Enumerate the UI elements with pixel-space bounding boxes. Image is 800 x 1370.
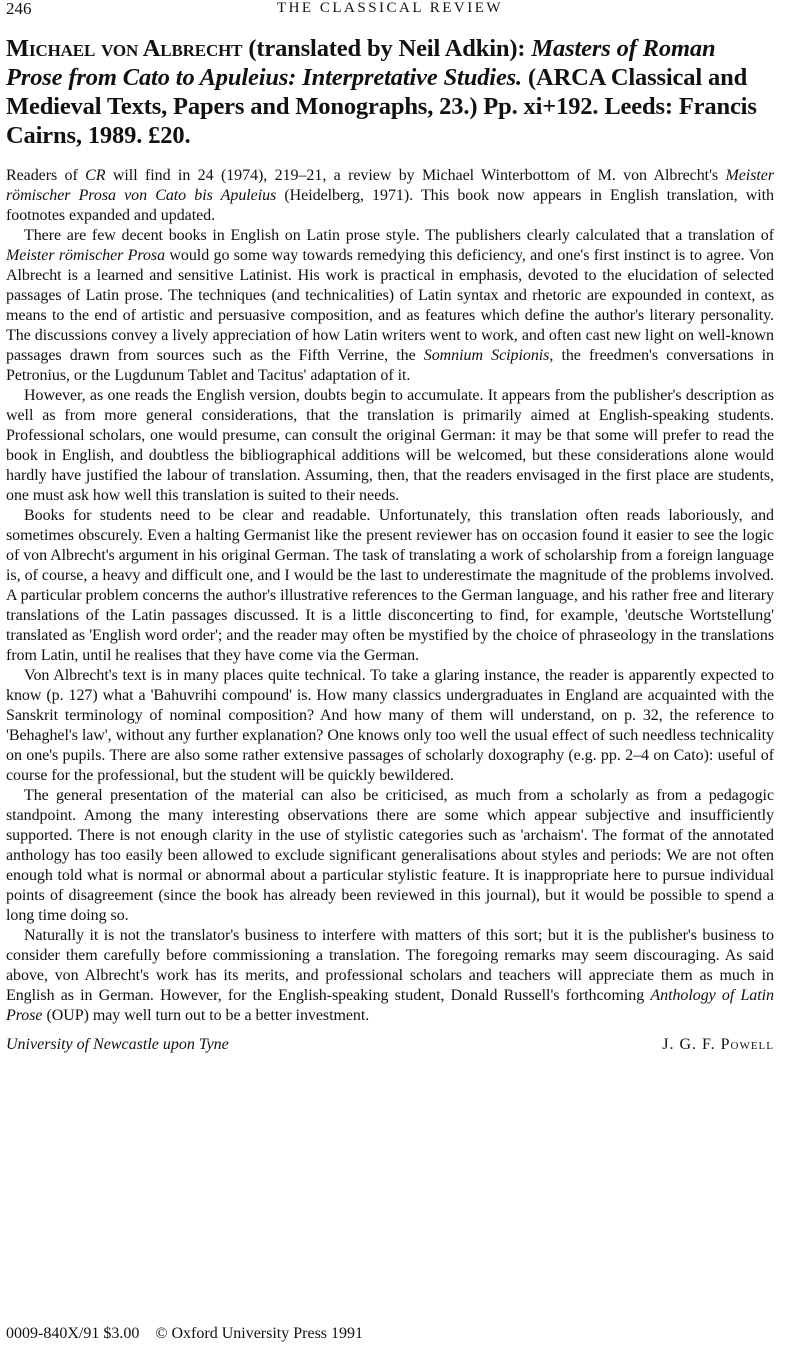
- text-run: , the freedmen's conversations in Petronius, or the Lugdunum Tablet and Tacitus' adaptation of it.: [6, 347, 774, 384]
- text-run: (Heidelberg, 1971). This book now appears in English translation, with footnotes expanded and updated.: [6, 187, 774, 224]
- work-title: Somnium Scipionis: [423, 347, 550, 364]
- paragraph-2: [6, 226, 774, 386]
- anthology-title: Anthology of Latin Prose: [6, 987, 774, 1024]
- text-run: There are few decent books in English on Latin prose style. The publishers clearly calculated that a translation of: [24, 227, 774, 244]
- book-author: Michael von Albrecht: [6, 35, 243, 62]
- issn-price: 0009-840X/91 $3.00: [6, 1325, 140, 1342]
- page-number: 246: [6, 0, 32, 18]
- publication-details: (ARCA Classical and Medieval Texts, Papers and Monographs, 23.) Pp. xi+192. Leeds: Francis Cairns, 1989. £20.: [6, 64, 757, 149]
- review-heading: [6, 34, 774, 150]
- paragraph-6: The general presentation of the material can also be criticised, as much from a scholarly as from a pedagogic standpoint. Among the many interesting observations there are some which appear subjective and insufficiently supported. There is not enough clarity in the use of stylistic categories such as 'archaism'. The format of the annotated anthology has too easily been allowed to exclude significant generalisations about styles and periods: We are not often enough told what is normal or abnormal about a particular stylistic feature. It is inappropriate here to pursue individual points of disagreement (since the book has already been reviewed in this journal), but it would be possible to spend a long time doing so.: [6, 787, 774, 924]
- paragraph-1: [6, 166, 774, 226]
- paragraph-4: Books for students need to be clear and readable. Unfortunately, this translation often reads laboriously, and sometimes obscurely. Even a halting Germanist like the present reviewer has on occasion found it easier to see the logic of von Albrecht's argument in his original German. The task of translating a work of scholarship from a foreign language is, of course, a heavy and difficult one, and I would be the last to underestimate the magnitude of the problems involved. A particular problem concerns the author's illustrative references to the German language, and his rather free and literary translations of the Latin passages discussed. It is a little disconcerting to find, for example, 'deutsche Wortstellung' translated as 'English word order'; and the reader may often be mystified by the choice of phraseology in the translations from Latin, until he realises that they have come via the German.: [6, 507, 774, 664]
- paragraph-3: However, as one reads the English version, doubts begin to accumulate. It appears from the publisher's description as well as from more general considerations, that the translation is primarily aimed at English-speaking students. Professional scholars, one would presume, can consult the original German: it may be that some will prefer to read the book in English, and doubtless the bibliographical additions will be welcomed, but these considerations alone would hardly have justified the labour of translation. Assuming, then, that the readers envisaged in the first place are students, one must ask how well this translation is suited to their needs.: [6, 387, 774, 504]
- copyright-notice: © Oxford University Press 1991: [155, 1325, 364, 1342]
- text-run: (OUP) may well turn out to be a better investment.: [42, 1007, 370, 1024]
- journal-abbreviation: CR: [85, 167, 106, 184]
- text-run: Readers of: [6, 167, 86, 184]
- journal-page: [6, 0, 774, 1342]
- original-title-short: Meister römischer Prosa: [6, 247, 166, 264]
- paragraph-7: [6, 926, 774, 1026]
- text-run: will find in 24 (1974), 219–21, a review by Michael Winterbottom of M. von Albrecht's: [105, 167, 726, 184]
- review-body: [6, 166, 774, 1026]
- page-footer: [6, 1325, 363, 1343]
- text-run: would go some way towards remedying this deficiency, and one's first instinct is to agree. Von Albrecht is a learned and sensitive Latinist. His work is practical in emphasis, devoted to the elucidation of selected passages of Latin prose. The techniques (and technicalities) of Latin syntax and rhetoric are expounded in context, as means to the end of artistic and persuasive composition, and as features which define the author's literary personality. The discussions convey a lively appreciation of how Latin writers went to work, and often cast new light on well-known passages drawn from sources such as the Fifth Verrine, the: [6, 247, 774, 364]
- paragraph-5: Von Albrecht's text is in many places quite technical. To take a glaring instance, the reader is apparently expected to know (p. 127) what a 'Bahuvrihi compound' is. How many classics undergraduates in England are acquainted with the Sanskrit terminology of nominal composition? And how many of them will understand, on p. 32, the reference to 'Behaghel's law', without any further explanation? One knows only too well the usual effect of such needless technicality on one's pupils. There are also some rather extensive passages of scholarly doxography (e.g. pp. 2–4 on Cato): useful of course for the professional, but the student will be quickly bewildered.: [6, 667, 774, 784]
- reviewer-affiliation: University of Newcastle upon Tyne: [6, 1036, 229, 1053]
- translator-credit: (translated by Neil Adkin):: [242, 35, 532, 62]
- signoff: [6, 1036, 774, 1062]
- text-run: Naturally it is not the translator's business to interfere with matters of this sort; but it is the publisher's business to consider them carefully before commissioning a translation. The foregoing remarks may seem discouraging. As said above, von Albrecht's work has its merits, and professional scholars and teachers will appreciate them as much in English as in German. However, for the English-speaking student, Donald Russell's forthcoming: [6, 927, 774, 1004]
- running-head: [6, 0, 774, 24]
- original-title: Meister römischer Prosa von Cato bis Apuleius: [6, 167, 774, 204]
- book-title: Masters of Roman Prose from Cato to Apuleius: Interpretative Studies.: [6, 35, 716, 91]
- journal-title: THE CLASSICAL REVIEW: [276, 0, 504, 16]
- reviewer-name: J. G. F. Powell: [662, 1036, 774, 1053]
